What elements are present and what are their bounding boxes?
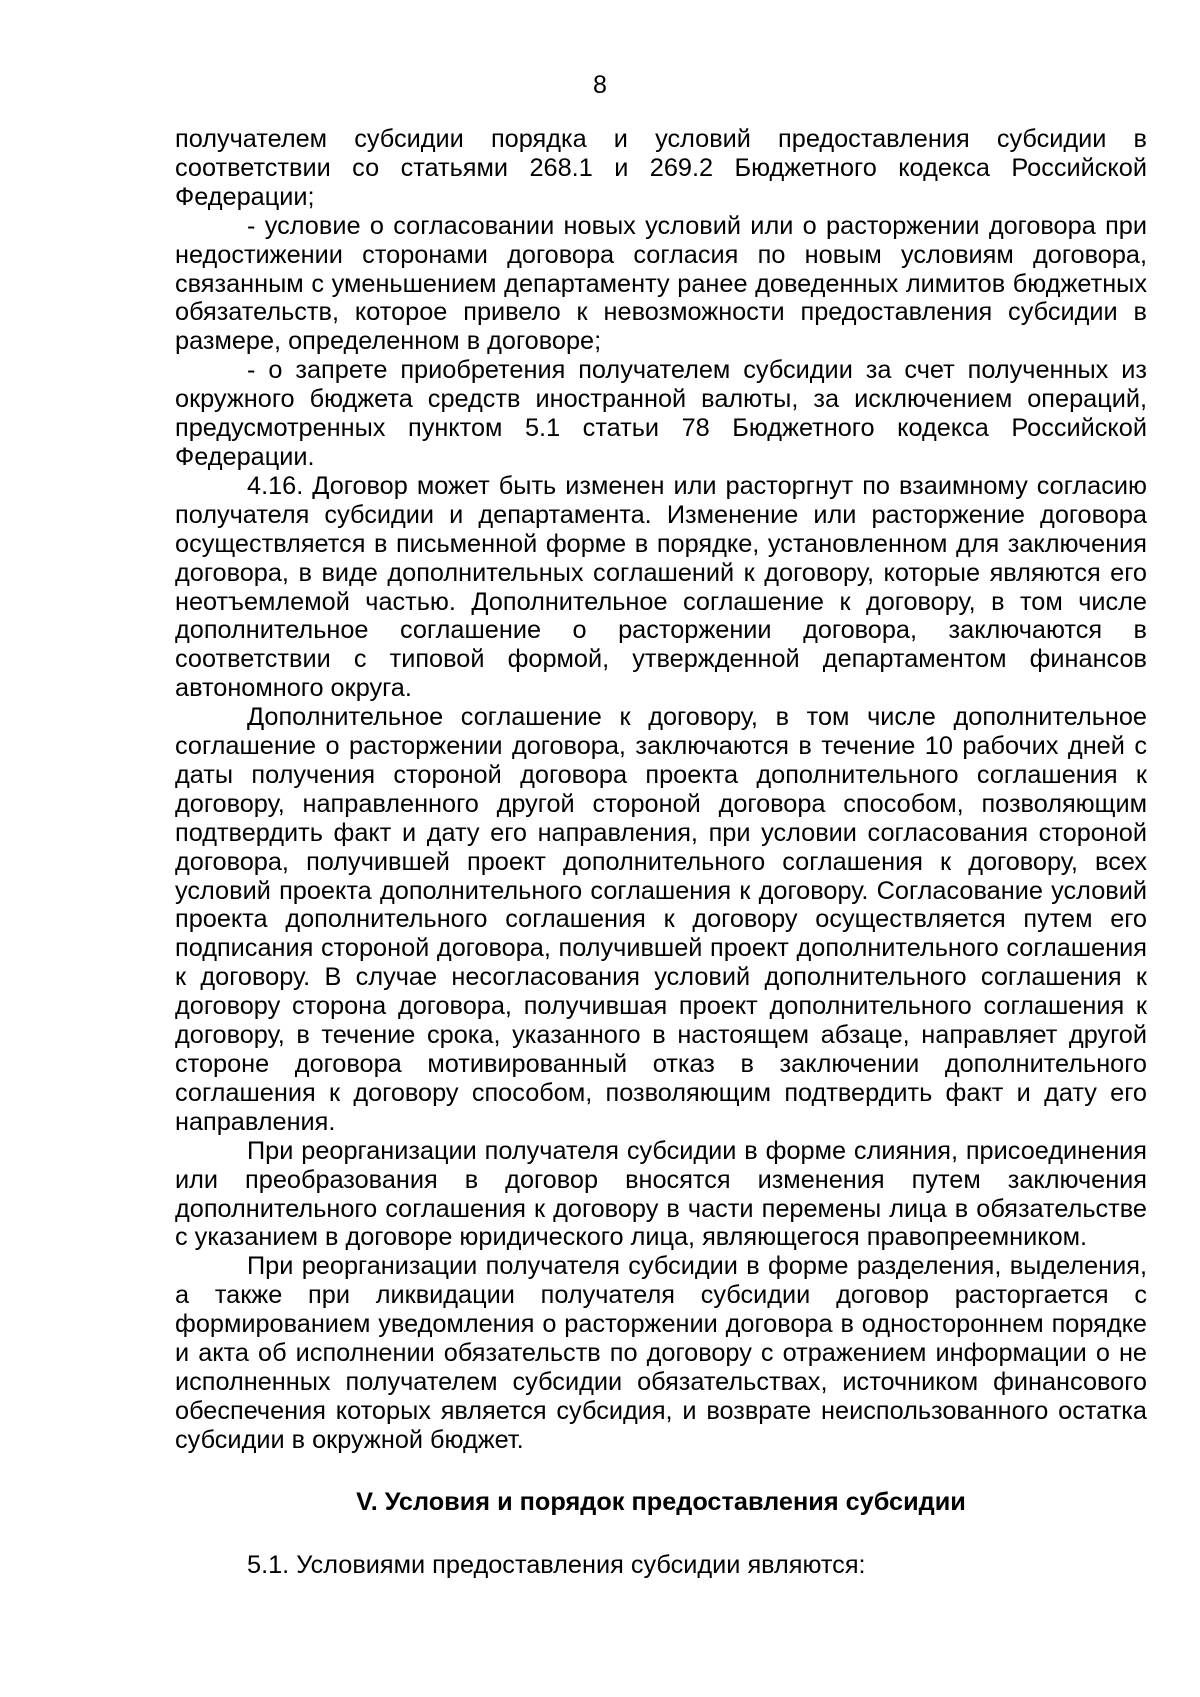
paragraph-reorganization-merger: При реорганизации получателя субсидии в форме слияния, присоединения или преобразования в договор вносятся изменения путем заключения дополнительного соглашения к договору в части перемены лица в обязательстве с указанием в договоре юридического лица, являющегося правопреемником. (175, 1136, 1147, 1252)
paragraph-reorganization-division: При реорганизации получателя субсидии в форме разделения, выделения, а также при ликвидации получателя субсидии договор расторгается с формированием уведомления о расторжении договора в одностороннем порядке и акта об исполнении обязательств по договору с отражением информации о не исполненных получателем субсидии обязательствах, источником финансового обеспечения которых является субсидия, и возврате неиспользованного остатка субсидии в окружной бюджет. (175, 1252, 1147, 1454)
paragraph-continuation: получателем субсидии порядка и условий предоставления субсидии в соответствии со статьями 268.1 и 269.2 Бюджетного кодекса Российской Федерации; (175, 125, 1147, 211)
section-heading: V. Условия и порядок предоставления субсидии (356, 1487, 966, 1516)
paragraph-currency-prohibition: - о запрете приобретения получателем субсидии за счет полученных из окружного бюджета средств иностранной валюты, за исключением операций, предусмотренных пунктом 5.1 статьи 78 Бюджетного кодекса Российской Федерации. (175, 356, 1147, 471)
paragraph-5-1: 5.1. Условиями предоставления субсидии являются: (247, 1550, 866, 1579)
document-body (175, 125, 1147, 1580)
page-number: 8 (593, 71, 607, 99)
paragraph-4-16: 4.16. Договор может быть изменен или расторгнут по взаимному согласию получателя субсидии и департамента. Изменение или расторжение договора осуществляется в письменной форме в порядке, установленном для заключения договора, в виде дополнительных соглашений к договору, которые являются его неотъемлемой частью. Дополнительное соглашение к договору, в том числе дополнительное соглашение о расторжении договора, заключаются в соответствии с типовой формой, утвержденной департаментом финансов автономного округа. (175, 471, 1147, 703)
paragraph-condition-agreement: - условие о согласовании новых условий или о расторжении договора при недостижении сторонами договора согласия по новым условиям договора, связанным с уменьшением департаменту ранее доведенных лимитов бюджетных обязательств, которое привело к невозможности предоставления субсидии в размере, определенном в договоре; (175, 211, 1147, 356)
paragraph-additional-agreement: Дополнительное соглашение к договору, в том числе дополнительное соглашение о расторжении договора, заключаются в течение 10 рабочих дней с даты получения стороной договора проекта дополнительного соглашения к договору, направленного другой стороной договора способом, позволяющим подтвердить факт и дату его направления, при условии согласования стороной договора, получившей проект дополнительного соглашения к договору, всех условий проекта дополнительного соглашения к договору. Согласование условий проекта дополнительного соглашения к договору осуществляется путем его подписания стороной договора, получившей проект дополнительного соглашения к договору. В случае несогласования условий дополнительного соглашения к договору сторона договора, получившая проект дополнительного соглашения к договору, в течение срока, указанного в настоящем абзаце, направляет другой стороне договора мотивированный отказ в заключении дополнительного соглашения к договору способом, позволяющим подтвердить факт и дату его направления. (175, 703, 1147, 1136)
